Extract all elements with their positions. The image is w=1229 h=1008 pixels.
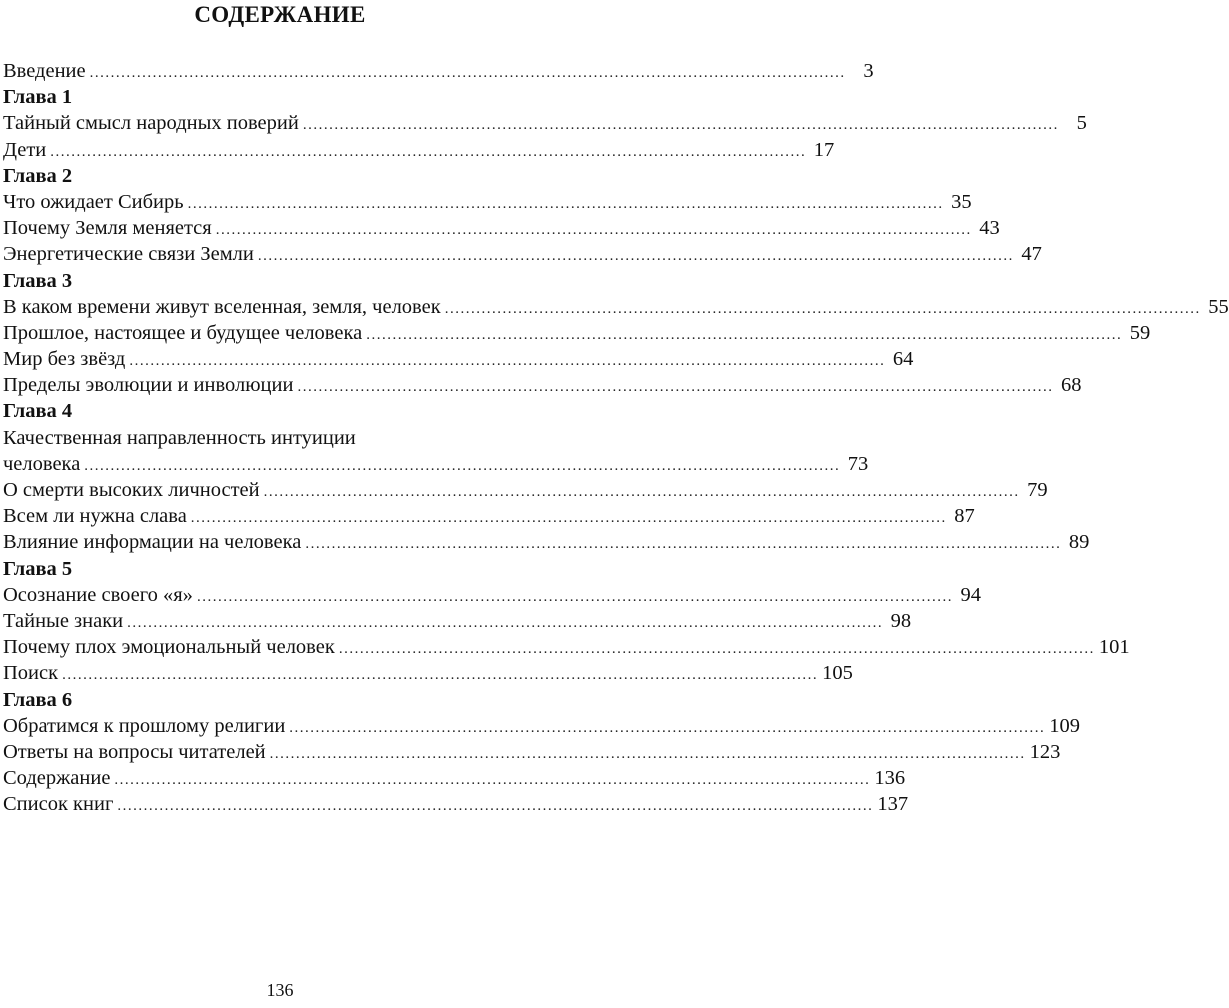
dot-leader: ................................................................................................................................................ — [263, 484, 1020, 500]
toc-entry-page: 137 — [877, 793, 909, 816]
toc-entry-title: Тайный смысл народных поверий — [3, 112, 299, 135]
toc-entry-title: Тайные знаки — [3, 609, 124, 632]
toc-entry-title: Качественная направленность интуиции — [3, 426, 356, 449]
toc-entry — [3, 425, 551, 451]
dot-leader: ................................................................................................................................................ — [289, 719, 1046, 736]
toc-entry-page: 35 — [951, 190, 972, 213]
toc-entry-title: Мир без звёзд — [3, 348, 126, 371]
toc-entry-page: 68 — [1060, 374, 1082, 397]
toc-entry-title: Что ожидает Сибирь — [3, 190, 184, 213]
toc-entry-page: 3 — [863, 60, 874, 82]
dot-leader: ................................................................................................................................................ — [444, 300, 1201, 317]
dot-leader: ................................................................................................................................................ — [187, 195, 944, 212]
dot-leader: ................................................................................................................................................ — [89, 65, 846, 81]
toc-entry — [3, 713, 1081, 739]
toc-entry-page: 109 — [1049, 714, 1081, 737]
dot-leader: ................................................................................................................................................ — [190, 510, 947, 527]
toc-entry-title: человека — [3, 452, 81, 475]
toc-entry — [3, 215, 1000, 241]
toc-entry-title: Введение — [3, 60, 86, 82]
toc-entry-title: Пределы эволюции и инволюции — [3, 374, 294, 397]
toc-entry — [3, 660, 853, 686]
dot-leader: ................................................................................................................................................ — [257, 248, 1014, 265]
chapter-heading — [3, 163, 551, 189]
dot-leader: ................................................................................................................................................ — [366, 326, 1123, 343]
dot-leader: ................................................................................................................................................ — [302, 117, 1059, 134]
toc-entry — [3, 451, 869, 477]
dot-leader: ................................................................................................................................................ — [50, 143, 807, 160]
toc-entry-page: 55 — [1208, 295, 1229, 318]
toc-entry-title: Список книг — [3, 793, 114, 816]
toc-entry-title: Почему плох эмоциональный человек — [3, 636, 335, 659]
toc-entry-title: Прошлое, настоящее и будущее человека — [3, 321, 363, 344]
toc-entry-page: 136 — [874, 767, 906, 790]
toc-entry — [3, 346, 914, 372]
dot-leader: ................................................................................................................................................ — [84, 457, 841, 474]
dot-leader: ................................................................................................................................................ — [297, 379, 1054, 396]
toc-entry-page: 59 — [1129, 321, 1151, 344]
toc-entry-page: 5 — [1076, 112, 1087, 135]
toc-entry-title: Энергетические связи Земли — [3, 243, 254, 266]
toc-entry-title: Обратимся к прошлому религии — [3, 714, 286, 737]
toc-entry — [3, 137, 835, 163]
toc-entry — [3, 582, 981, 608]
toc-entry-title: Влияние информации на человека — [3, 531, 302, 554]
chapter-label: Глава 6 — [3, 688, 73, 711]
toc-entry — [3, 477, 1048, 503]
dot-leader: ................................................................................................................................................ — [215, 222, 972, 239]
toc-entry-page: 79 — [1027, 479, 1048, 501]
toc-entry-page: 101 — [1098, 636, 1130, 659]
toc-entry-page: 89 — [1068, 531, 1090, 554]
chapter-heading — [3, 398, 551, 424]
toc-entry — [3, 110, 1087, 136]
toc-entry-page: 17 — [813, 138, 835, 161]
toc-entry — [3, 529, 1090, 555]
toc-entry-title: Поиск — [3, 662, 59, 685]
chapter-heading — [3, 268, 551, 294]
toc-entry-page: 98 — [890, 609, 912, 632]
toc-entry — [3, 320, 1151, 346]
dot-leader: ................................................................................................................................................ — [129, 353, 886, 370]
toc-entry-title: В каком времени живут вселенная, земля, человек — [3, 295, 441, 318]
toc-entry — [3, 58, 874, 84]
chapter-label: Глава 3 — [3, 269, 73, 292]
dot-leader: ................................................................................................................................................ — [127, 614, 884, 631]
chapter-label: Глава 4 — [3, 400, 73, 423]
dot-leader: ................................................................................................................................................ — [305, 536, 1062, 553]
table-of-contents — [3, 58, 1229, 817]
toc-entry-title: Осознание своего «я» — [3, 583, 193, 606]
dot-leader: ................................................................................................................................................ — [196, 588, 953, 605]
toc-entry-page: 105 — [822, 662, 853, 685]
toc-entry-page: 64 — [892, 348, 914, 371]
toc-entry-title: Ответы на вопросы читателей — [3, 740, 266, 763]
toc-entry-page: 123 — [1029, 740, 1061, 763]
chapter-heading — [3, 556, 551, 582]
toc-entry — [3, 189, 972, 215]
dot-leader: ................................................................................................................................................ — [117, 798, 874, 815]
toc-entry-title: О смерти высоких личностей — [3, 479, 260, 501]
dot-leader: ................................................................................................................................................ — [338, 641, 1095, 658]
toc-entry-page: 47 — [1021, 243, 1042, 266]
page-number: 136 — [266, 980, 294, 1000]
toc-entry-title: Дети — [3, 138, 47, 161]
toc-entry — [3, 294, 1229, 320]
toc-entry — [3, 739, 1061, 765]
toc-entry-page: 73 — [847, 452, 869, 475]
chapter-label: Глава 2 — [3, 164, 73, 187]
dot-leader: ................................................................................................................................................ — [269, 745, 1026, 762]
toc-entry — [3, 791, 909, 817]
toc-entry — [3, 372, 1082, 398]
toc-entry-page: 87 — [954, 505, 975, 528]
toc-entry — [3, 634, 1130, 660]
toc-entry — [3, 608, 912, 634]
dot-leader: ................................................................................................................................................ — [114, 772, 871, 789]
toc-entry — [3, 241, 1042, 267]
toc-entry-title: Всем ли нужна слава — [3, 505, 187, 528]
toc-entry-title: Почему Земля меняется — [3, 217, 212, 240]
chapter-label: Глава 1 — [3, 86, 73, 109]
toc-entry-page: 94 — [960, 583, 981, 606]
toc-entry-title: Содержание — [3, 767, 111, 790]
dot-leader: ................................................................................................................................................ — [62, 667, 819, 684]
toc-entry-page: 43 — [979, 217, 1000, 240]
toc-entry — [3, 765, 906, 791]
chapter-heading — [3, 687, 551, 713]
page-title: СОДЕРЖАНИЕ — [194, 2, 366, 27]
toc-entry — [3, 503, 975, 529]
chapter-label: Глава 5 — [3, 557, 73, 580]
chapter-heading — [3, 84, 551, 110]
